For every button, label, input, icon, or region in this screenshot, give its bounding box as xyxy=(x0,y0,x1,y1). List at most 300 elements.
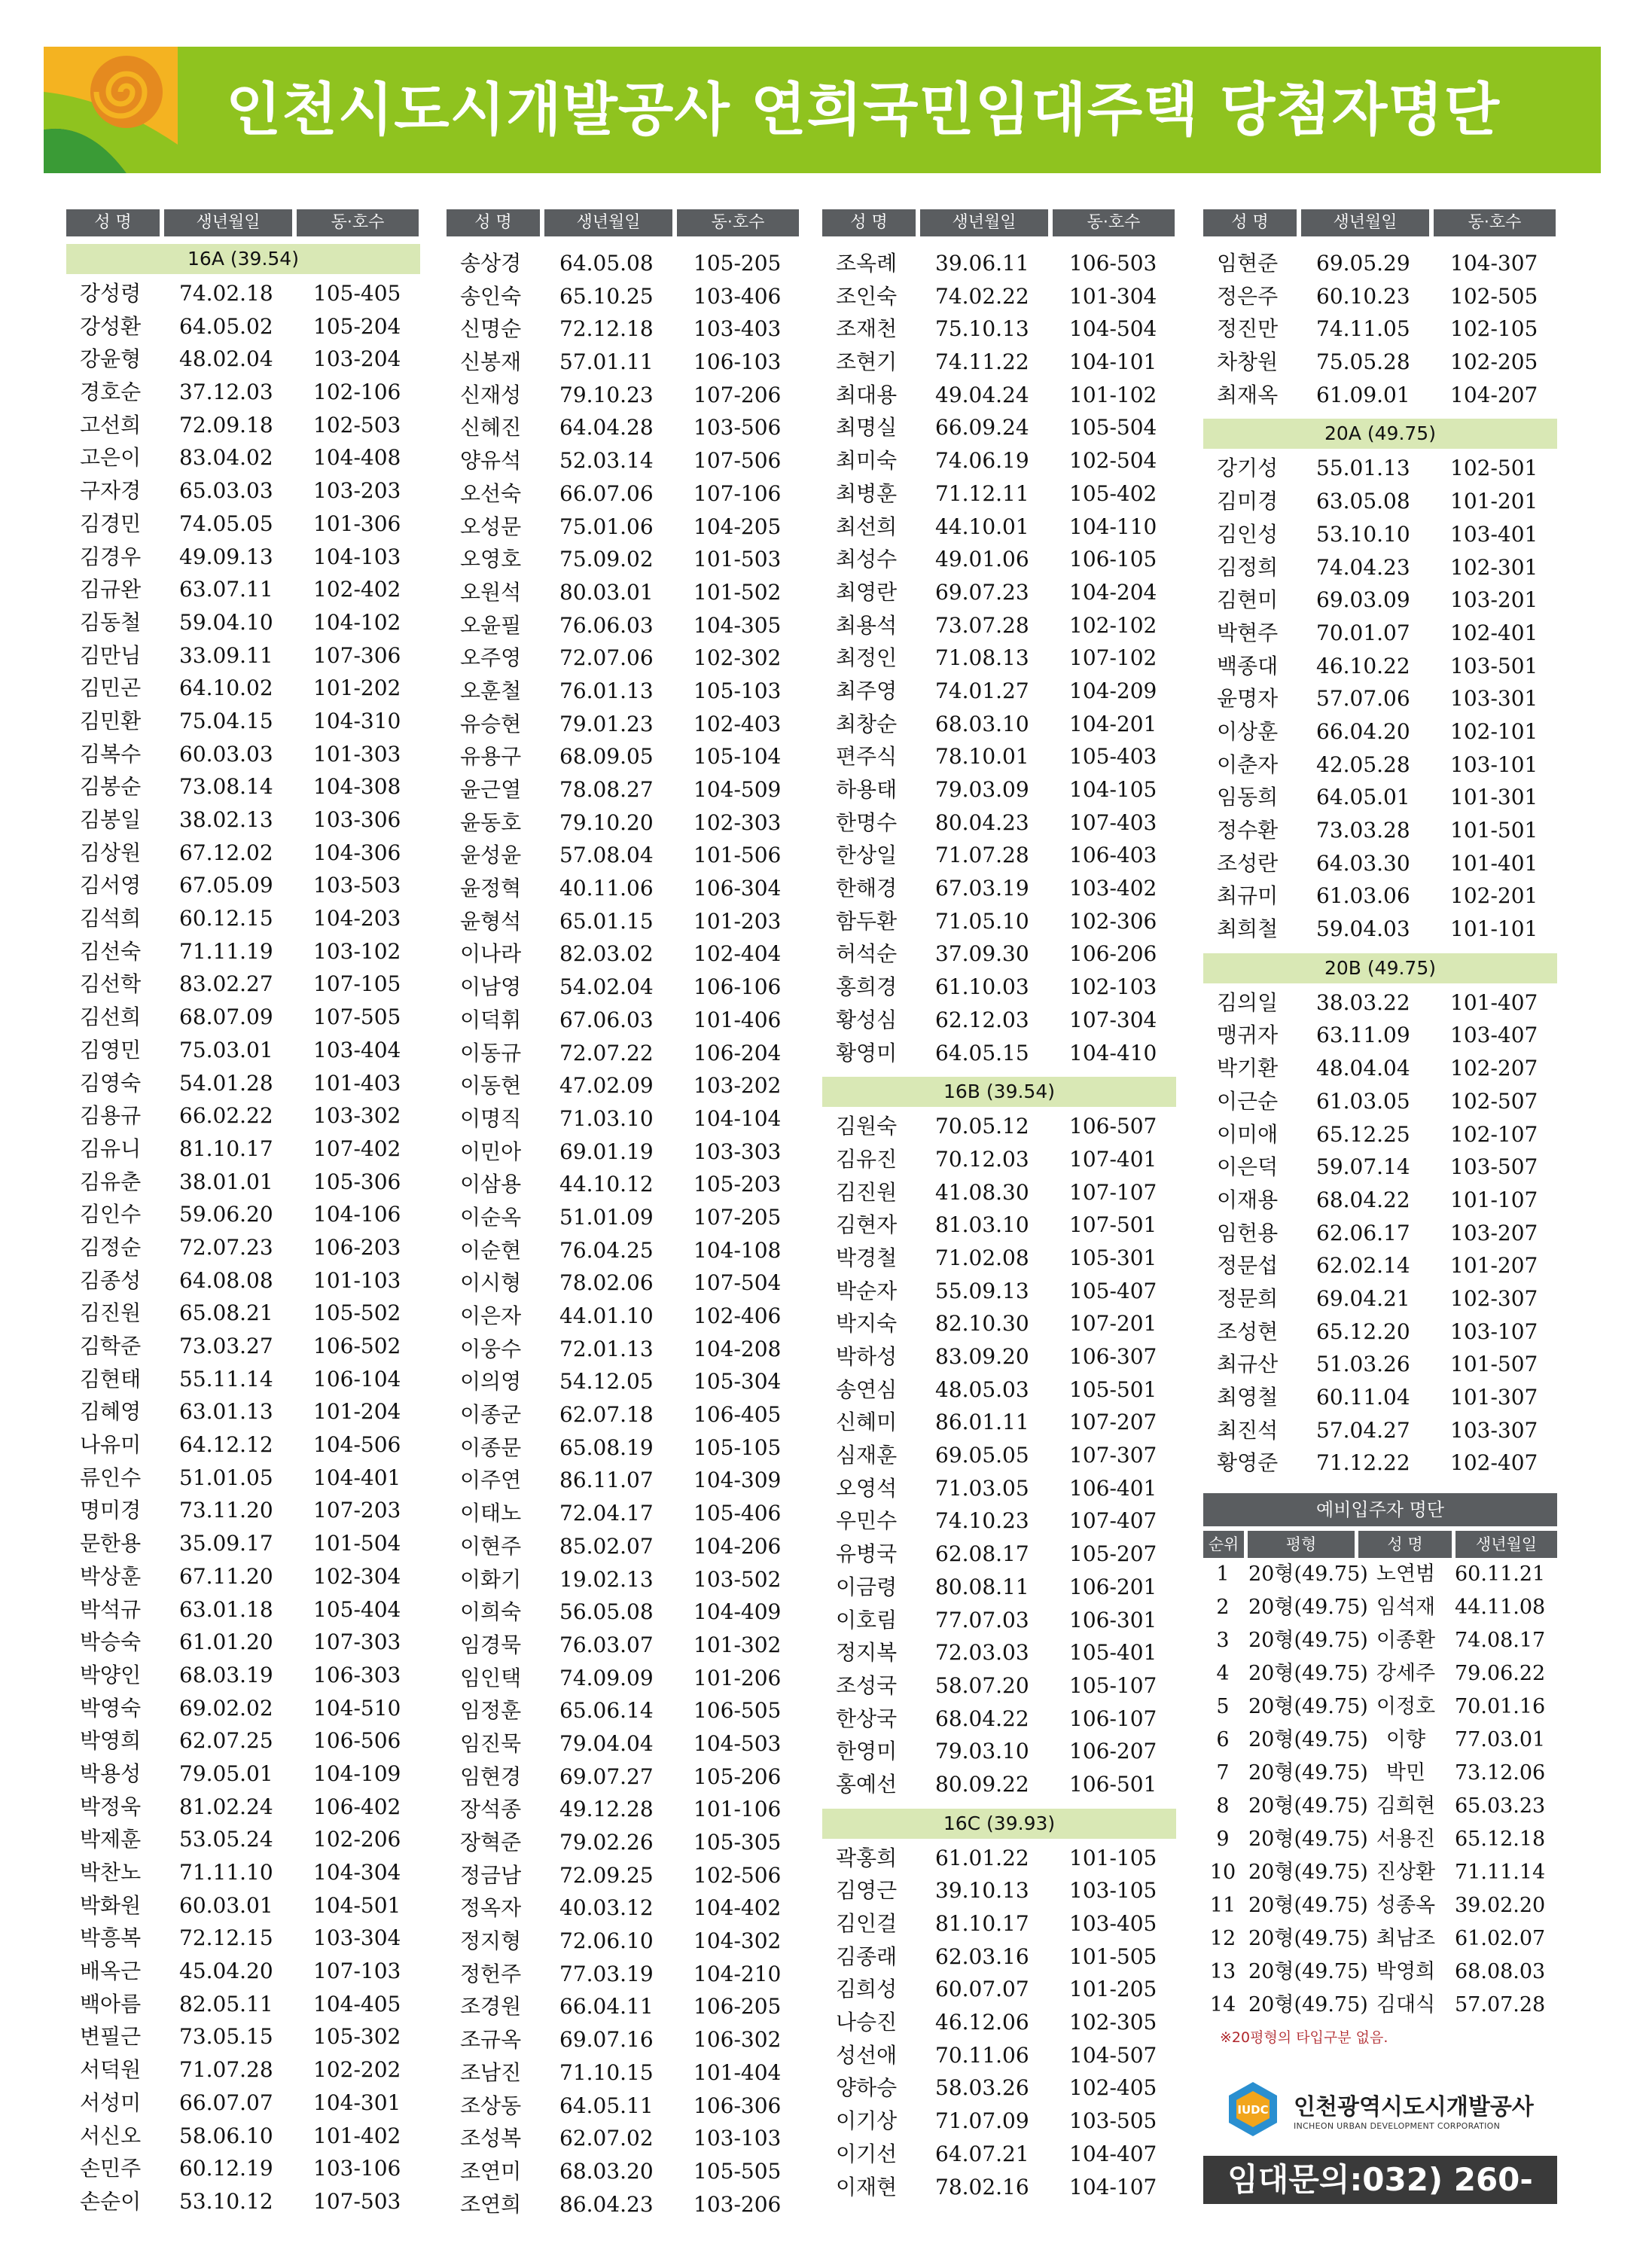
winner-birth: 49.09.13 xyxy=(179,544,273,569)
winner-birth: 64.05.01 xyxy=(1316,785,1410,810)
table-row xyxy=(447,1694,800,1727)
winner-unit: 101-303 xyxy=(313,741,401,767)
winner-name: 강성환 xyxy=(80,313,142,339)
winner-unit: 103-103 xyxy=(693,2126,782,2151)
header-name: 성 명 xyxy=(1203,209,1297,236)
winner-unit: 101-505 xyxy=(1069,1943,1157,1969)
waitlist-title: 예비입주자 명단 xyxy=(1203,1493,1557,1526)
table-row xyxy=(66,1001,420,1034)
winner-unit: 103-401 xyxy=(1450,521,1538,547)
winner-birth: 46.12.06 xyxy=(935,2010,1029,2035)
winner-birth: 53.05.24 xyxy=(179,1827,273,1852)
winner-unit: 105-406 xyxy=(693,1501,782,1526)
table-row xyxy=(1203,1052,1557,1085)
winner-birth: 64.05.02 xyxy=(179,313,273,339)
winner-birth: 65.06.14 xyxy=(559,1698,654,1724)
winner-name: 이상훈 xyxy=(1217,718,1279,744)
winner-name: 김봉순 xyxy=(80,774,142,800)
winner-birth: 86.11.07 xyxy=(559,1468,654,1493)
winner-birth: 72.09.18 xyxy=(179,412,273,437)
winner-unit: 106-401 xyxy=(1069,1475,1157,1501)
winner-unit: 102-303 xyxy=(693,809,782,835)
table-row xyxy=(447,1793,800,1826)
waitlist-row xyxy=(1203,1956,1557,1989)
winner-name: 박찬노 xyxy=(80,1860,142,1885)
winner-unit: 107-307 xyxy=(1069,1443,1157,1468)
winner-name: 신명순 xyxy=(460,316,522,342)
winner-unit: 104-106 xyxy=(313,1202,401,1227)
winner-name: 최재옥 xyxy=(1217,382,1279,407)
winner-birth: 79.03.10 xyxy=(935,1739,1029,1764)
iudc-logo-icon xyxy=(1224,2081,1282,2138)
winner-unit: 103-106 xyxy=(313,2156,401,2181)
winner-birth: 74.02.22 xyxy=(935,283,1029,309)
winner-birth: 68.07.09 xyxy=(179,1004,273,1030)
winner-name: 이순현 xyxy=(460,1237,522,1263)
winner-name: 최병훈 xyxy=(836,480,898,506)
winner-birth: 71.12.11 xyxy=(935,480,1029,506)
winner-birth: 65.12.20 xyxy=(1316,1318,1410,1344)
winner-name: 최미숙 xyxy=(836,448,898,474)
winner-unit: 101-105 xyxy=(1069,1845,1157,1870)
winner-unit: 104-308 xyxy=(313,774,401,800)
winner-birth: 59.04.10 xyxy=(179,609,273,635)
winner-unit: 106-503 xyxy=(1069,251,1157,276)
table-row xyxy=(1203,715,1557,748)
table-row xyxy=(447,379,800,412)
winner-name: 이화기 xyxy=(460,1566,522,1592)
winner-birth: 62.12.03 xyxy=(935,1007,1029,1032)
waitlist-rank: 14 xyxy=(1209,1993,1236,2017)
winner-birth: 54.01.28 xyxy=(179,1070,273,1096)
table-row xyxy=(447,773,800,806)
waitlist-header-cell: 생년월일 xyxy=(1455,1531,1557,1558)
table-row xyxy=(447,1267,800,1300)
winner-birth: 73.07.28 xyxy=(935,612,1029,638)
winner-name: 김선학 xyxy=(80,971,142,997)
winner-name: 임진묵 xyxy=(460,1730,522,1756)
waitlist-type: 20형(49.75) xyxy=(1248,1993,1368,2017)
table-row xyxy=(447,1431,800,1465)
table-row xyxy=(822,773,1176,806)
winner-name: 박양인 xyxy=(80,1662,142,1687)
table-row xyxy=(66,2087,420,2120)
winner-name: 정문희 xyxy=(1217,1285,1279,1311)
winner-birth: 65.01.15 xyxy=(559,908,654,934)
winner-name: 임동희 xyxy=(1217,785,1279,810)
winner-birth: 74.04.23 xyxy=(1316,554,1410,580)
winner-unit: 104-203 xyxy=(313,906,401,931)
winner-birth: 81.02.24 xyxy=(179,1794,273,1819)
winner-unit: 102-506 xyxy=(693,1862,782,1888)
page-title: 인천시도시개발공사 연희국민임대주택 당첨자명단 xyxy=(226,76,1501,143)
winner-name: 박영희 xyxy=(80,1728,142,1754)
winner-birth: 64.05.11 xyxy=(559,2093,654,2118)
winner-unit: 104-305 xyxy=(693,612,782,638)
waitlist-name: 이종환 xyxy=(1376,1629,1436,1653)
winner-name: 최명실 xyxy=(836,415,898,440)
winner-unit: 106-201 xyxy=(1069,1574,1157,1599)
table-row xyxy=(447,1300,800,1333)
winner-birth: 63.07.11 xyxy=(179,577,273,602)
winner-unit: 105-301 xyxy=(1069,1245,1157,1270)
winners-column-4 xyxy=(1203,209,1557,2247)
winner-birth: 47.02.09 xyxy=(559,1073,654,1099)
winner-birth: 66.09.24 xyxy=(935,415,1029,440)
table-row xyxy=(447,312,800,346)
winner-name: 박영숙 xyxy=(80,1695,142,1721)
table-row xyxy=(447,2023,800,2056)
table-row xyxy=(1203,1446,1557,1480)
winner-unit: 104-103 xyxy=(313,544,401,569)
winner-birth: 67.12.02 xyxy=(179,840,273,865)
table-row xyxy=(1203,986,1557,1020)
winner-birth: 37.09.30 xyxy=(935,941,1029,967)
winner-unit: 101-205 xyxy=(1069,1977,1157,2002)
winner-unit: 104-109 xyxy=(313,1760,401,1786)
winner-name: 김영숙 xyxy=(80,1070,142,1096)
winner-unit: 106-206 xyxy=(1069,941,1157,967)
winner-unit: 107-501 xyxy=(1069,1212,1157,1238)
table-row xyxy=(822,971,1176,1004)
table-row xyxy=(822,708,1176,741)
winner-name: 백종대 xyxy=(1217,653,1279,678)
winner-unit: 101-406 xyxy=(693,1007,782,1032)
winner-unit: 104-209 xyxy=(1069,678,1157,703)
winner-name: 조경원 xyxy=(460,1994,522,2020)
winner-birth: 68.03.19 xyxy=(179,1662,273,1687)
winner-name: 한상일 xyxy=(836,843,898,868)
winner-name: 조성란 xyxy=(1217,850,1279,876)
table-row xyxy=(66,376,420,409)
header-unit: 동·호수 xyxy=(1434,209,1556,236)
winner-name: 김만님 xyxy=(80,642,142,668)
winner-unit: 101-307 xyxy=(1450,1385,1538,1410)
winner-birth: 62.02.14 xyxy=(1316,1253,1410,1279)
winner-unit: 102-201 xyxy=(1450,883,1538,909)
table-row xyxy=(1203,879,1557,913)
winner-unit: 104-309 xyxy=(693,1468,782,1493)
waitlist-name: 최남조 xyxy=(1376,1927,1436,1951)
winner-birth: 79.10.23 xyxy=(559,382,654,407)
winner-birth: 58.06.10 xyxy=(179,2123,273,2148)
winner-name: 이민아 xyxy=(460,1139,522,1164)
corporation-name-en: INCHEON URBAN DEVELOPMENT CORPORATION xyxy=(1294,2120,1501,2131)
winner-unit: 102-306 xyxy=(1069,908,1157,934)
winner-name: 한명수 xyxy=(836,809,898,835)
winner-name: 신혜진 xyxy=(460,415,522,440)
winner-birth: 69.04.21 xyxy=(1316,1285,1410,1311)
winner-unit: 105-103 xyxy=(693,678,782,703)
winner-unit: 107-304 xyxy=(1069,1007,1157,1032)
table-row xyxy=(66,1593,420,1626)
table-row xyxy=(822,1538,1176,1571)
table-row xyxy=(66,837,420,870)
table-row xyxy=(66,705,420,738)
winner-unit: 105-107 xyxy=(1069,1672,1157,1698)
table-row xyxy=(447,346,800,379)
waitlist-birth: 61.02.07 xyxy=(1455,1927,1546,1951)
winner-unit: 105-204 xyxy=(313,313,401,339)
winner-name: 이기상 xyxy=(836,2108,898,2134)
winner-birth: 65.10.25 xyxy=(559,283,654,309)
winner-unit: 107-103 xyxy=(313,1959,401,1984)
table-row xyxy=(822,312,1176,346)
waitlist-type: 20형(49.75) xyxy=(1248,1927,1368,1951)
table-row xyxy=(1203,312,1557,346)
winner-unit: 101-404 xyxy=(693,2059,782,2085)
winner-name: 이순옥 xyxy=(460,1204,522,1230)
winner-birth: 37.12.03 xyxy=(179,380,273,405)
winner-name: 오영호 xyxy=(460,547,522,572)
table-row xyxy=(822,1874,1176,1907)
winner-birth: 49.12.28 xyxy=(559,1797,654,1822)
winner-birth: 73.11.20 xyxy=(179,1498,273,1523)
waitlist-type: 20형(49.75) xyxy=(1248,1562,1368,1587)
winner-name: 우민수 xyxy=(836,1508,898,1534)
winner-birth: 72.12.18 xyxy=(559,316,654,342)
winner-birth: 83.02.27 xyxy=(179,971,273,997)
waitlist-rank: 6 xyxy=(1216,1728,1230,1752)
winner-name: 오훈철 xyxy=(460,678,522,703)
winner-birth: 74.09.09 xyxy=(559,1665,654,1690)
table-row xyxy=(822,1209,1176,1242)
winner-name: 윤정혁 xyxy=(460,876,522,901)
winner-name: 오윤필 xyxy=(460,612,522,638)
header-birth: 생년월일 xyxy=(1301,209,1429,236)
table-row xyxy=(822,1842,1176,1875)
table-row xyxy=(66,1462,420,1495)
waitlist-birth: 65.12.18 xyxy=(1455,1828,1546,1852)
winner-unit: 102-503 xyxy=(313,412,401,437)
corporation-name-ko: 인천광역시도시개발공사 xyxy=(1294,2093,1534,2120)
table-row xyxy=(822,411,1176,444)
winner-birth: 60.03.01 xyxy=(179,1892,273,1918)
winner-birth: 39.06.11 xyxy=(935,251,1029,276)
waitlist-rank: 10 xyxy=(1209,1861,1236,1885)
table-row xyxy=(66,310,420,343)
winner-unit: 104-208 xyxy=(693,1336,782,1361)
winner-unit: 103-207 xyxy=(1450,1220,1538,1245)
winner-unit: 106-505 xyxy=(693,1698,782,1724)
winner-unit: 105-403 xyxy=(1069,744,1157,770)
table-row xyxy=(822,1973,1176,2006)
winner-name: 하용태 xyxy=(836,777,898,802)
winner-birth: 51.03.26 xyxy=(1316,1352,1410,1377)
winner-name: 차창원 xyxy=(1217,349,1279,375)
winner-unit: 102-101 xyxy=(1450,718,1538,744)
winner-unit: 102-102 xyxy=(1069,612,1157,638)
table-row xyxy=(66,1166,420,1199)
winner-name: 최용석 xyxy=(836,612,898,638)
section-label: 16C (39.93) xyxy=(822,1809,1176,1839)
table-row xyxy=(822,379,1176,412)
winner-unit: 105-404 xyxy=(313,1596,401,1622)
winner-name: 윤근열 xyxy=(460,777,522,802)
winner-unit: 104-407 xyxy=(1069,2141,1157,2166)
winner-unit: 106-205 xyxy=(693,1994,782,2020)
table-row xyxy=(1203,247,1557,280)
winner-unit: 104-104 xyxy=(693,1105,782,1131)
winner-birth: 60.10.23 xyxy=(1316,283,1410,309)
winner-birth: 62.07.25 xyxy=(179,1728,273,1754)
table-row xyxy=(66,1363,420,1396)
table-row xyxy=(447,675,800,708)
winner-name: 고은이 xyxy=(80,445,142,471)
winner-unit: 106-405 xyxy=(693,1402,782,1428)
winner-name: 변필근 xyxy=(80,2024,142,2050)
winner-birth: 71.10.15 xyxy=(559,2059,654,2085)
winner-unit: 104-501 xyxy=(313,1892,401,1918)
table-row xyxy=(822,1703,1176,1736)
winner-unit: 101-302 xyxy=(693,1632,782,1657)
winner-name: 강성령 xyxy=(80,281,142,306)
winner-birth: 53.10.12 xyxy=(179,2188,273,2214)
waitlist-row xyxy=(1203,1856,1557,1889)
winner-name: 정옥자 xyxy=(460,1895,522,1921)
winner-birth: 63.01.18 xyxy=(179,1596,273,1622)
winner-birth: 44.10.01 xyxy=(935,514,1029,539)
winner-name: 오성문 xyxy=(460,514,522,539)
winner-name: 문한용 xyxy=(80,1531,142,1556)
winner-birth: 64.03.30 xyxy=(1316,850,1410,876)
waitlist-row xyxy=(1203,1823,1557,1856)
table-row xyxy=(66,343,420,376)
winner-name: 조성국 xyxy=(836,1672,898,1698)
table-row xyxy=(66,573,420,606)
winner-name: 조현기 xyxy=(836,349,898,375)
winner-unit: 105-407 xyxy=(1069,1278,1157,1303)
winner-birth: 72.04.17 xyxy=(559,1501,654,1526)
winner-birth: 59.04.03 xyxy=(1316,916,1410,942)
waitlist-birth: 70.01.16 xyxy=(1455,1695,1546,1719)
winner-name: 조성복 xyxy=(460,2126,522,2151)
winner-name: 김유진 xyxy=(836,1146,898,1172)
winner-name: 김유춘 xyxy=(80,1169,142,1194)
winner-birth: 40.03.12 xyxy=(559,1895,654,1921)
winner-name: 김동철 xyxy=(80,609,142,635)
winner-birth: 73.05.15 xyxy=(179,2024,273,2050)
winner-name: 장혁준 xyxy=(460,1830,522,1855)
winner-name: 이주연 xyxy=(460,1468,522,1493)
winner-birth: 79.04.04 xyxy=(559,1730,654,1756)
winner-name: 박용성 xyxy=(80,1760,142,1786)
winner-name: 최진석 xyxy=(1217,1417,1279,1443)
winner-name: 김종성 xyxy=(80,1267,142,1293)
winner-unit: 101-504 xyxy=(313,1531,401,1556)
svg-text:IUDC: IUDC xyxy=(1237,2103,1269,2117)
winner-unit: 101-407 xyxy=(1450,989,1538,1015)
table-row xyxy=(66,869,420,902)
winner-unit: 103-407 xyxy=(1450,1023,1538,1048)
winner-birth: 76.03.07 xyxy=(559,1632,654,1657)
table-row xyxy=(822,576,1176,609)
winner-unit: 107-303 xyxy=(313,1629,401,1655)
winner-name: 신봉재 xyxy=(460,349,522,375)
table-row xyxy=(822,1735,1176,1768)
winner-birth: 78.02.06 xyxy=(559,1270,654,1296)
winner-name: 류인수 xyxy=(80,1465,142,1490)
table-row xyxy=(822,675,1176,708)
winner-name: 명미경 xyxy=(80,1498,142,1523)
winner-name: 윤동호 xyxy=(460,809,522,835)
winner-name: 심재훈 xyxy=(836,1443,898,1468)
winner-birth: 62.08.17 xyxy=(935,1541,1029,1567)
table-row xyxy=(822,1604,1176,1637)
winner-unit: 104-207 xyxy=(1450,382,1538,407)
winner-birth: 83.04.02 xyxy=(179,445,273,471)
winner-birth: 49.04.24 xyxy=(935,382,1029,407)
winner-unit: 105-206 xyxy=(693,1763,782,1789)
winner-birth: 19.02.13 xyxy=(559,1566,654,1592)
winner-unit: 106-501 xyxy=(1069,1771,1157,1797)
table-row xyxy=(447,1398,800,1431)
winner-birth: 68.04.22 xyxy=(1316,1187,1410,1212)
table-row xyxy=(447,1563,800,1596)
winner-name: 나유미 xyxy=(80,1432,142,1458)
winner-birth: 80.08.11 xyxy=(935,1574,1029,1599)
winner-unit: 102-202 xyxy=(313,2057,401,2083)
winner-name: 최영란 xyxy=(836,579,898,605)
table-row xyxy=(822,444,1176,477)
winner-birth: 48.04.04 xyxy=(1316,1056,1410,1081)
winner-unit: 101-102 xyxy=(1069,382,1157,407)
winner-unit: 105-203 xyxy=(693,1172,782,1197)
winner-birth: 77.03.19 xyxy=(559,1961,654,1986)
winner-unit: 103-107 xyxy=(1450,1318,1538,1344)
waitlist-row xyxy=(1203,1657,1557,1690)
winner-birth: 38.01.01 xyxy=(179,1169,273,1194)
winner-birth: 45.04.20 xyxy=(179,1959,273,1984)
table-row xyxy=(66,508,420,541)
winner-name: 김현태 xyxy=(80,1366,142,1392)
winner-name: 김정순 xyxy=(80,1234,142,1260)
winner-name: 이덕휘 xyxy=(460,1007,522,1032)
winner-birth: 39.10.13 xyxy=(935,1878,1029,1904)
table-row xyxy=(447,839,800,872)
winner-birth: 63.11.09 xyxy=(1316,1023,1410,1048)
winner-birth: 75.01.06 xyxy=(559,514,654,539)
table-row xyxy=(1203,682,1557,715)
winner-unit: 104-201 xyxy=(1069,711,1157,736)
table-row xyxy=(66,1494,420,1527)
waitlist-rank: 8 xyxy=(1216,1794,1230,1818)
winner-birth: 61.03.05 xyxy=(1316,1088,1410,1114)
winner-unit: 104-509 xyxy=(693,777,782,802)
table-row xyxy=(447,1168,800,1201)
winner-birth: 72.06.10 xyxy=(559,1928,654,1954)
winner-unit: 105-405 xyxy=(313,281,401,306)
table-row xyxy=(1203,1019,1557,1052)
table-row xyxy=(447,247,800,280)
table-row xyxy=(447,477,800,511)
table-row xyxy=(66,803,420,837)
winner-unit: 104-301 xyxy=(313,2090,401,2115)
table-row xyxy=(1203,617,1557,650)
table-row xyxy=(822,609,1176,642)
table-row xyxy=(66,1527,420,1560)
table-row xyxy=(447,1004,800,1037)
winner-birth: 69.07.16 xyxy=(559,2027,654,2053)
winner-birth: 71.11.10 xyxy=(179,1860,273,1885)
winner-name: 정은주 xyxy=(1217,283,1279,309)
waitlist-header-cell: 순위 xyxy=(1203,1531,1244,1558)
winner-birth: 74.10.23 xyxy=(935,1508,1029,1534)
header-birth: 생년월일 xyxy=(164,209,292,236)
winner-birth: 60.12.15 xyxy=(179,906,273,931)
winner-name: 임인택 xyxy=(460,1665,522,1690)
winner-birth: 51.01.09 xyxy=(559,1204,654,1230)
